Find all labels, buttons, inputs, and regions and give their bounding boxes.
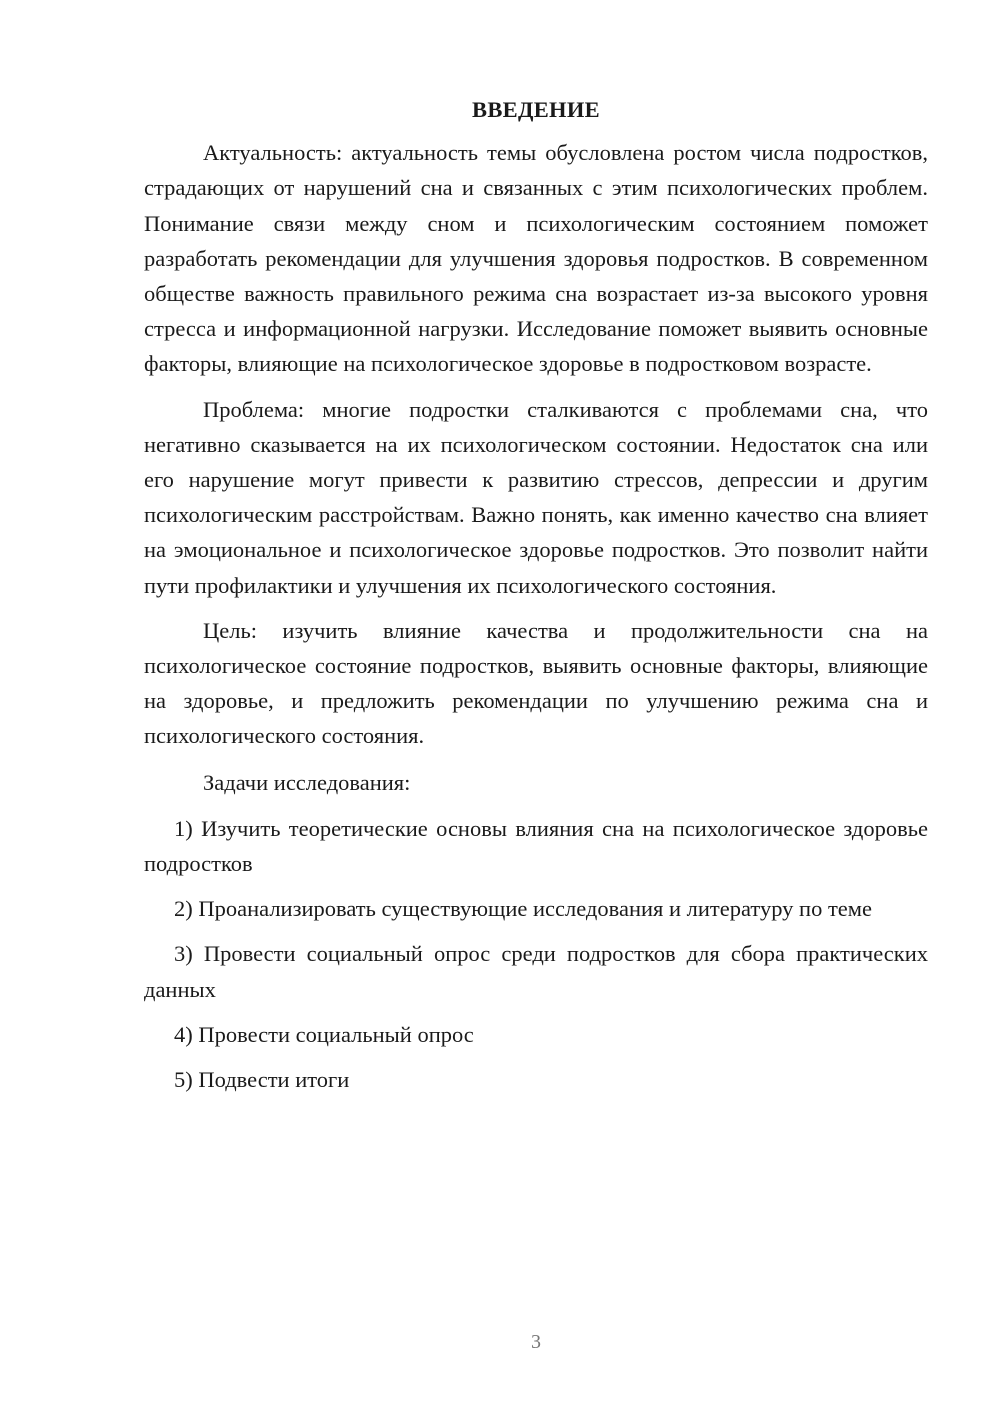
task-item: 5) Подвести итоги xyxy=(174,1067,350,1093)
task-item: 1) Изучить теоретические основы влияния сна на психологическое здоровье подростков xyxy=(144,815,928,877)
paragraph-relevance: Актуальность: актуальность темы обусловлена ростом числа подростков, страдающих от нарушений сна и связанных с этим психологических проблем. Понимание связи между сном и психологическим состоянием поможет разработать рекомендации для улучшения здоровья подростков. В современном обществе важность правильного режима сна возрастает из-за высокого уровня стресса и информационной нагрузки. Исследование поможет выявить основные факторы, влияющие на психологическое здоровье в подростковом возрасте. xyxy=(144,140,928,377)
section-title: ВВЕДЕНИЕ xyxy=(472,97,600,122)
paragraph-problem: Проблема: многие подростки сталкиваются с проблемами сна, что негативно сказывается на их психологическом состоянии. Недостаток сна или его нарушение могут привести к развитию стрессов, депрессии и другим психологическим расстройствам. Важно понять, как именно качество сна влияет на эмоциональное и психологическое здоровье подростков. Это позволит найти пути профилактики и улучшения их психологического состояния. xyxy=(144,396,928,598)
paragraph-goal: Цель: изучить влияние качества и продолжительности сна на психологическое состояние подростков, выявить основные факторы, влияющие на здоровье, и предложить рекомендации по улучшению режима сна и психологического состояния. xyxy=(144,617,928,749)
page-number: 3 xyxy=(531,1331,541,1353)
page-body xyxy=(144,88,928,1107)
task-item: 2) Проанализировать существующие исследования и литературу по теме xyxy=(174,896,872,922)
task-item: 4) Провести социальный опрос xyxy=(174,1021,474,1047)
task-item: 3) Провести социальный опрос среди подростков для сбора практических данных xyxy=(144,941,928,1002)
tasks-heading: Задачи исследования: xyxy=(203,769,411,795)
